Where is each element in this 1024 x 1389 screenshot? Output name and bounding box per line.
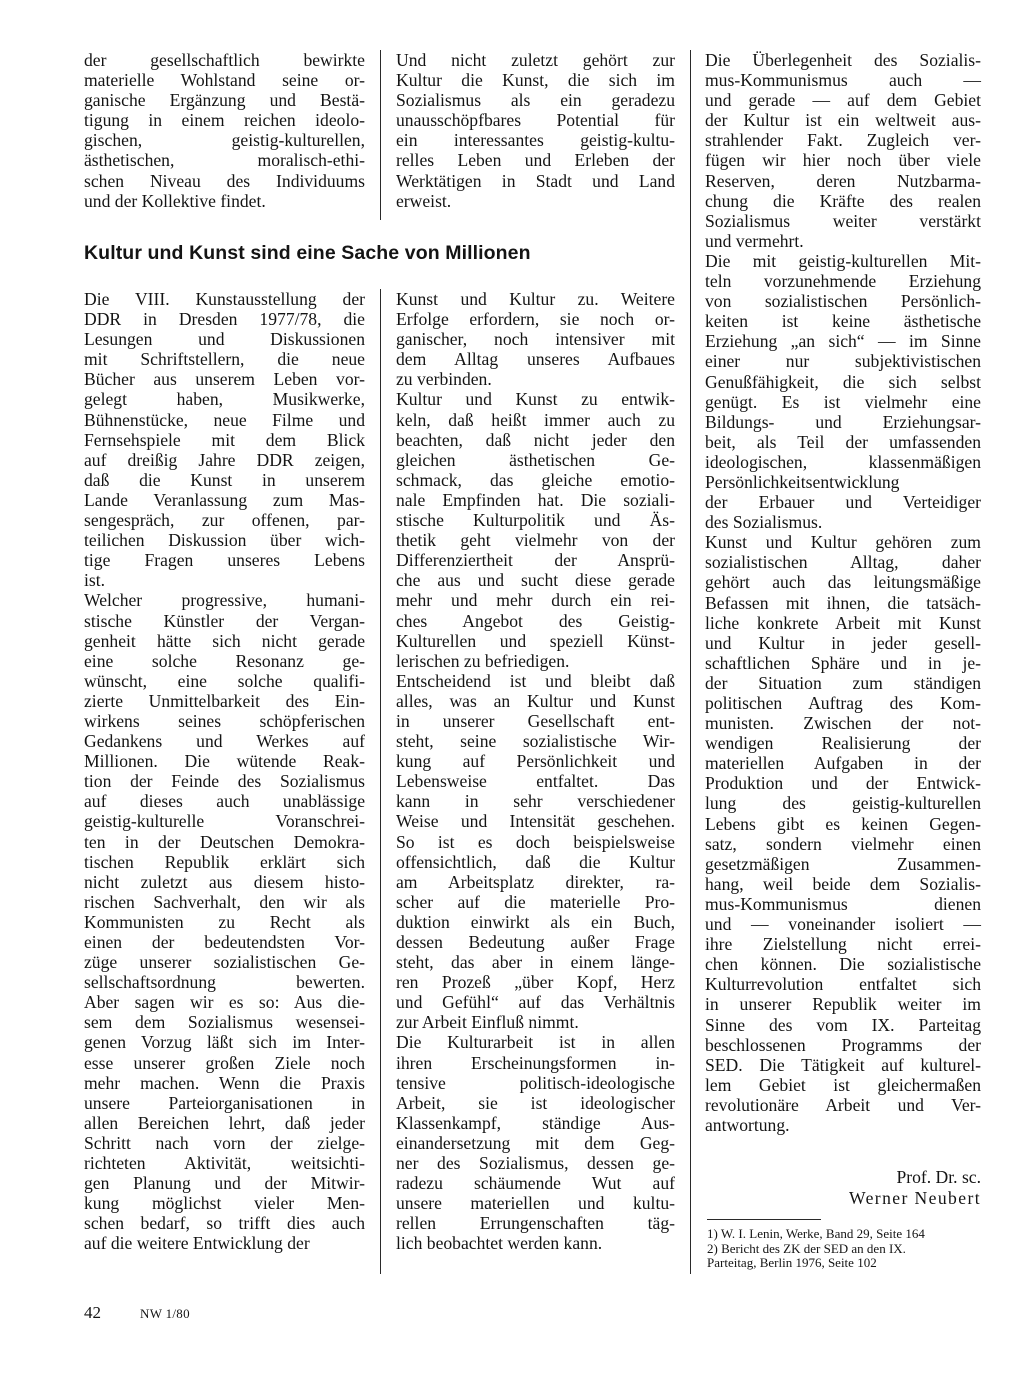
text-line: Entscheidend ist und bleibt daß (396, 670, 675, 691)
text-line: steht, seine sozialistische Wir- (396, 731, 675, 752)
text-line: lerischen zu befriedigen. (396, 650, 570, 671)
text-line: schmack, das gleiche emotio- (396, 469, 675, 490)
text-line: beit, als Teil der umfassenden (705, 431, 981, 452)
text-line: keln, daß heißt immer auch zu (396, 409, 675, 430)
text-line: schen Niveau des Individuums (84, 170, 365, 191)
text-line: DDR in Dresden 1977/78, die (84, 309, 365, 330)
text-line: dessen Bedeutung außer Frage (396, 932, 675, 952)
text-line: Welcher progressive, humani- (84, 590, 365, 611)
body-column-left (84, 289, 365, 1254)
author-name: Werner Neubert (849, 1187, 981, 1208)
text-line: kann in sehr verschiedener (396, 791, 675, 812)
text-line: am Arbeitsplatz direkter, ra- (396, 871, 675, 892)
column-rule (380, 289, 381, 1274)
text-line: scher auf die materielle Pro- (396, 891, 675, 912)
text-line: von sozialistischen Persönlich- (705, 291, 981, 312)
text-line: esse unserer großen Ziele noch (84, 1052, 365, 1073)
text-line: Werktätigen in Stadt und Land (396, 170, 675, 191)
text-line: auf die weitere Entwicklung der (84, 1233, 310, 1254)
text-line: Kunst und Kultur zu. Weitere (396, 289, 675, 309)
text-line: in unserer Republik weiter im (705, 994, 981, 1015)
text-line: wendigen Realisierung der (705, 733, 981, 754)
text-line: geistig-kulturelle Voranschrei- (84, 811, 365, 832)
text-line: wünscht, eine solche qualifi- (84, 670, 365, 691)
text-line: genügt. Es ist vielmehr eine (705, 391, 981, 412)
text-line: züge unserer sozialistischen Ge- (84, 952, 365, 973)
text-line: sem dem Sozialismus wesensei- (84, 1012, 365, 1033)
text-line: nale Empfinden hat. Die soziali- (396, 489, 675, 510)
text-line: antwortung. (705, 1114, 790, 1135)
text-line: materielle Wohlstand seine or- (84, 70, 365, 91)
text-line: gleichen ästhetischen Ge- (396, 449, 675, 470)
text-line: relles Leben und Erleben der (396, 150, 675, 171)
text-line: auf dreißig Jahre DDR zeigen, (84, 449, 365, 470)
text-line: Lande Veranlassung zum Mas- (84, 489, 365, 510)
text-line: ihre Zielstellung nicht errei- (705, 934, 981, 955)
text-line: munisten. Zwischen der not- (705, 713, 981, 734)
footnote-1: 1) W. I. Lenin, Werke, Band 29, Seite 164 (707, 1226, 925, 1241)
article-headline: Kultur und Kunst sind eine Sache von Millionen (84, 242, 531, 264)
text-line: Befassen mit ihnen, die tatsäch- (705, 592, 981, 613)
text-line: Bildungs- und Erziehungsar- (705, 411, 981, 432)
author-title: Prof. Dr. sc. (896, 1167, 981, 1187)
text-line: keiten ist keine ästhetische (705, 311, 981, 332)
text-line: Produktion und der Entwick- (705, 773, 981, 794)
text-line: Und nicht zuletzt gehört zur (396, 50, 675, 70)
text-line: tischen Republik erklärt sich (84, 851, 365, 872)
text-line: Sozialismus als ein geradezu (396, 90, 675, 111)
text-line: tige Fragen unseres Lebens (84, 550, 365, 571)
text-line: tigung in einem reichen ideolo- (84, 110, 365, 131)
issue-label: NW 1/80 (140, 1306, 190, 1321)
text-line: daß die Kunst in unserem (84, 469, 365, 490)
text-line: Aber sagen wir es so: Aus die- (84, 992, 365, 1013)
text-line: wirkens seines schöpferischen (84, 710, 365, 731)
text-line: Gedankens und Werkes auf (84, 731, 365, 752)
author-signature (707, 1167, 981, 1208)
text-line: rischen Sachverhalt, den wir als (84, 891, 365, 912)
text-line: zu verbinden. (396, 369, 492, 390)
text-line: stische Künstler der Vergan- (84, 610, 365, 631)
text-line: Millionen. Die wütende Reak- (84, 751, 365, 772)
text-line: lich beobachtet werden kann. (396, 1233, 603, 1254)
text-line: Kulturrevolution entfaltet sich (705, 974, 981, 995)
text-line: teilichen Diskussion über wich- (84, 530, 365, 551)
text-line: in unserer Gesellschaft ent- (396, 710, 675, 731)
text-line: sengespräch, zur offenen, par- (84, 510, 365, 531)
body-column-middle (396, 289, 675, 1254)
text-line: mus-Kommunismus auch — (705, 70, 981, 91)
text-line: erweist. (396, 190, 452, 211)
text-line: Kunst und Kultur gehören zum (705, 532, 981, 553)
column-rule (690, 50, 691, 1274)
text-line: thetik geht vielmehr von der (396, 530, 675, 551)
text-line: Sozialismus weiter verstärkt (705, 210, 981, 231)
text-line: schaftlichen Sphäre und in je- (705, 652, 981, 673)
page-number: 42 (84, 1303, 101, 1322)
text-line: teln vorzunehmende Erziehung (705, 271, 981, 292)
text-line: Die Kulturarbeit ist in allen (396, 1032, 675, 1053)
text-line: gesetzmäßigen Zusammen- (705, 853, 981, 874)
text-line: liche konkrete Arbeit mit Kunst (705, 612, 981, 633)
text-line: revolutionäre Arbeit und Ver- (705, 1094, 981, 1115)
text-line: Bühnenstücke, neue Filme und (84, 409, 365, 430)
text-line: sozialistischen Alltag, daher (705, 552, 981, 573)
text-line: der Kultur ist ein weltweit aus- (705, 110, 981, 131)
text-line: mit Schriftstellern, die neue (84, 349, 365, 370)
text-line: SED. Die Tätigkeit auf kulturel- (705, 1054, 981, 1075)
text-line: Reserven, deren Nutzbarma- (705, 170, 981, 191)
text-line: steht, das aber in einem länge- (396, 952, 675, 973)
text-line: Kultur die Kunst, die sich im (396, 70, 675, 91)
text-line: alles, was an Kultur und Kunst (396, 690, 675, 711)
text-line: Kommunisten zu Recht als (84, 911, 365, 932)
text-line: ganischer, noch intensiver mit (396, 329, 675, 350)
text-line: hang, weil beide dem Sozialis- (705, 873, 981, 894)
text-line: satz, sondern vielmehr einen (705, 833, 981, 854)
text-line: und Kultur in jeder gesell- (705, 632, 981, 653)
body-column-right (705, 50, 981, 1135)
text-line: unausschöpfbares Potential für (396, 110, 675, 131)
text-line: ein interessantes geistig-kultu- (396, 130, 675, 151)
text-line: nicht zuletzt aus diesem histo- (84, 871, 365, 892)
text-line: ches Angebot des Geistig- (396, 610, 675, 631)
text-line: Die mit geistig-kulturellen Mit- (705, 250, 981, 271)
text-line: fügen wir hier noch über viele (705, 150, 981, 171)
column-rule (380, 50, 381, 220)
footnote-rule (707, 1219, 821, 1220)
text-line: beschlossenen Programms der (705, 1034, 981, 1055)
text-line: ten in der Deutschen Demokra- (84, 831, 365, 852)
text-line: che aus und sucht diese gerade (396, 570, 675, 591)
text-line: Lesungen und Diskussionen (84, 329, 365, 350)
text-line: und gerade — auf dem Gebiet (705, 90, 981, 111)
text-line: gehört auch das leitungsmäßige (705, 572, 981, 593)
text-line: Lebens gibt es keinen Gegen- (705, 813, 981, 834)
text-line: ästhetischen, moralisch-ethi- (84, 150, 365, 171)
text-line: Fernsehspiele mit dem Blick (84, 429, 365, 450)
text-line: Erziehung „an sich“ — im Sinne (705, 331, 981, 352)
text-line: Die Überlegenheit des Sozialis- (705, 50, 981, 70)
text-line: rellen Errungenschaften täg- (396, 1213, 675, 1234)
text-line: kung auf Persönlichkeit und (396, 751, 675, 772)
text-line: gelegt haben, Musikwerke, (84, 389, 365, 410)
text-line: offensichtlich, daß die Kultur (396, 851, 675, 872)
text-line: eine solche Resonanz ge- (84, 650, 365, 671)
text-line: unsere Parteiorganisationen in (84, 1092, 365, 1113)
text-line: ner des Sozialismus, dessen ge- (396, 1153, 675, 1174)
text-line: der Situation zum ständigen (705, 672, 981, 693)
text-line: beachten, daß nicht jeder den (396, 429, 675, 450)
text-line: mus-Kommunismus dienen (705, 893, 981, 914)
text-line: sellschaftsordnung bewerten. (84, 972, 365, 993)
text-line: tensive politisch-ideologische (396, 1072, 675, 1093)
text-line: Schritt nach vorn der zielge- (84, 1132, 365, 1153)
text-line: Genußfähigkeit, die sich selbst (705, 371, 981, 392)
text-line: Klassenkampf, ständige Aus- (396, 1112, 675, 1133)
text-line: gen Planung und der Mitwir- (84, 1173, 365, 1194)
text-line: und vermehrt. (705, 230, 804, 251)
text-line: kung möglichst vieler Men- (84, 1193, 365, 1214)
text-line: tion der Feinde des Sozialismus (84, 771, 365, 792)
top-left-column (84, 50, 365, 211)
text-line: Erfolge erfordern, sie noch or- (396, 309, 675, 330)
text-line: Arbeit, sie ist ideologischer (396, 1092, 675, 1113)
text-line: So ist es doch beispielsweise (396, 831, 675, 852)
text-line: Sinne des vom IX. Parteitag (705, 1014, 981, 1035)
text-line: zierte Unmittelbarkeit des Ein- (84, 690, 365, 711)
text-line: stische Kulturpolitik und Äs- (396, 510, 675, 531)
text-line: ideologischen, klassenmäßigen (705, 451, 981, 472)
text-line: der gesellschaftlich bewirkte (84, 50, 365, 70)
text-line: auf dieses auch unablässige (84, 791, 365, 812)
text-line: chen können. Die sozialistische (705, 954, 981, 975)
text-line: mehr machen. Wenn die Praxis (84, 1072, 365, 1093)
text-line: zur Arbeit Einfluß nimmt. (396, 1012, 579, 1033)
footnote-2: 2) Bericht des ZK der SED an den IX. (707, 1240, 906, 1256)
text-line: und — voneinander isoliert — (705, 914, 981, 935)
footnote-2-continued: Parteitag, Berlin 1976, Seite 102 (707, 1255, 877, 1270)
text-line: Weise und Intensität geschehen. (396, 811, 675, 832)
text-line: Bücher aus unserem Leben vor- (84, 369, 365, 390)
text-line: ganische Ergänzung und Bestä- (84, 90, 365, 111)
text-line: radezu schäumende Wut auf (396, 1173, 675, 1194)
text-line: schen bedarf, so trifft dies auch (84, 1213, 365, 1234)
footnotes (707, 1227, 987, 1271)
text-line: der Erbauer und Verteidiger (705, 492, 981, 513)
text-line: richteten Aktivität, weitsichti- (84, 1153, 365, 1174)
text-line: Differenziertheit der Ansprü- (396, 550, 675, 571)
text-line: lung des geistig-kulturellen (705, 793, 981, 814)
top-middle-column (396, 50, 675, 211)
text-line: Die VIII. Kunstausstellung der (84, 289, 365, 309)
text-line: politischen Auftrag des Kom- (705, 693, 981, 713)
text-line: unsere materiellen und kultu- (396, 1193, 675, 1214)
text-line: Persönlichkeitsentwicklung (705, 471, 900, 492)
text-line: gischen, geistig-kulturellen, (84, 130, 365, 151)
text-line: Lebensweise entfaltet. Das (396, 771, 675, 792)
text-line: Kultur und Kunst zu entwik- (396, 389, 675, 410)
text-line: strahlender Fakt. Zugleich ver- (705, 130, 981, 151)
text-line: genen Vorzug läßt sich im Inter- (84, 1032, 365, 1053)
text-line: einen der bedeutendsten Vor- (84, 932, 365, 952)
text-line: Kulturellen und speziell Künst- (396, 630, 675, 651)
text-line: ihren Erscheinungsformen in- (396, 1052, 675, 1073)
text-line: mehr und mehr durch ein rei- (396, 590, 675, 611)
text-line: genheit hätte sich nicht gerade (84, 630, 365, 651)
text-line: allen Bereichen lehrt, daß jeder (84, 1112, 365, 1133)
text-line: einandersetzung mit dem Geg- (396, 1132, 675, 1153)
text-line: ist. (84, 570, 106, 591)
text-line: duktion einwirkt als ein Buch, (396, 911, 675, 932)
text-line: materiellen Aufgaben in der (705, 753, 981, 774)
text-line: und der Kollektive findet. (84, 190, 266, 211)
text-line: und Gefühl“ auf das Verhältnis (396, 992, 675, 1013)
text-line: einer nur subjektivistischen (705, 351, 981, 372)
text-line: dem Alltag unseres Aufbaues (396, 349, 675, 370)
text-line: des Sozialismus. (705, 512, 823, 533)
text-line: chung die Kräfte des realen (705, 190, 981, 211)
text-line: ren Prozeß „über Kopf, Herz (396, 972, 675, 993)
text-line: lem Gebiet ist gleichermaßen (705, 1074, 981, 1095)
